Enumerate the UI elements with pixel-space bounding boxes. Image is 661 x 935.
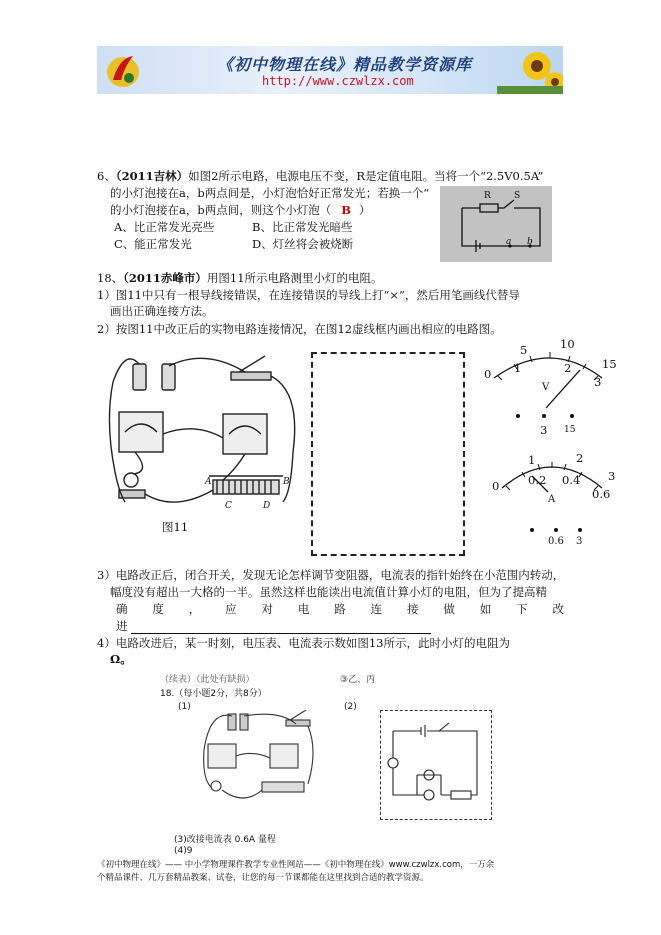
banner-title: 《初中物理在线》精品教学资源库	[217, 55, 473, 74]
voltmeter-tick-1: 1	[514, 361, 522, 375]
voltmeter-tick-0: 0	[484, 367, 492, 381]
answer-key-circuit-diagram	[380, 710, 492, 820]
ammeter-terminal-3: 3	[576, 536, 583, 547]
q18-part4-a: 4）电路改进后，某一时刻，电压表、电流表示数如图13所示，此时小灯的电阻为	[97, 636, 510, 650]
q6-option-c: C、能正常发光	[114, 237, 192, 251]
fig2-label-b: b	[527, 237, 533, 247]
q18-part1-b: 画出正确连接方法。	[110, 304, 214, 318]
q6-answer: B	[341, 203, 351, 217]
ammeter-unit: A	[548, 494, 556, 505]
figure-12-dashed-box	[311, 352, 465, 556]
q18-part3-a: 3）电路改正后，闭合开关，发现无论怎样调节变阻器，电流表的指针始终在小范围内转动，	[97, 568, 565, 582]
voltmeter-tick-10: 10	[560, 337, 575, 351]
q18-part3-d: 进	[116, 618, 431, 634]
voltmeter-dial	[484, 337, 617, 445]
header-banner	[97, 46, 563, 94]
q18-part2: 2）按图11中改正后的实物电路连接情况，在图12虚线框内画出相应的电路图。	[97, 322, 502, 336]
ammeter-tick-0-6: 0.6	[592, 487, 611, 501]
footer-line-2: 个精品课件、几万套精品教案、试卷，让您的每一节课都能在这里找到合适的教学资源。	[97, 873, 429, 883]
ammeter-tick-1: 1	[528, 453, 536, 467]
fig2-label-r: R	[484, 191, 491, 201]
voltmeter-terminal-15: 15	[564, 425, 576, 435]
q18-part1-a: 1）图11中只有一根导线接错误，在连接错误的导线上打“×”，然后用笔画线代替导	[97, 288, 520, 302]
ammeter-tick-0-2: 0.2	[528, 473, 547, 487]
ammeter-tick-0: 0	[492, 479, 500, 493]
q6-source: （2011吉林）	[115, 169, 189, 183]
voltmeter-tick-2: 2	[564, 361, 572, 375]
q6-stem: 如图2所示电路，电源电压不变，R是定值电阻。当将一个“2.5V0.5A”	[188, 169, 544, 183]
q6-option-a: A、比正常发光亮些	[114, 220, 215, 234]
ammeter-dial	[488, 448, 618, 548]
figure-2-circuit	[440, 186, 552, 262]
ammeter-terminal-0-6: 0.6	[548, 536, 564, 547]
answer-key-title: 18.（每小题2分，共8分）	[160, 689, 267, 699]
voltmeter-terminal-3: 3	[540, 423, 548, 437]
answer-key-header-cut: （续表）（此处有缺损）	[160, 675, 255, 685]
answer-key-p3: (3)改接电流表 0.6A 量程	[174, 835, 276, 845]
voltmeter-tick-3: 3	[594, 375, 602, 389]
banner-sunflower-decor	[497, 46, 563, 94]
q6-number: 6、	[97, 169, 116, 183]
svg-text:B: B	[283, 477, 290, 487]
q18-source: （2011赤峰市）	[123, 271, 207, 285]
q6-line2: 的小灯泡接在a，b两点间是，小灯泡恰好正常发光；若换一个“	[110, 186, 430, 200]
ammeter-tick-2: 2	[576, 451, 584, 465]
q6-option-b: B、比正常发光暗些	[252, 220, 353, 234]
svg-text:C: C	[225, 501, 232, 511]
ammeter-tick-0-4: 0.4	[562, 473, 581, 487]
svg-text:D: D	[263, 501, 271, 511]
fig2-label-s: S	[514, 191, 521, 201]
banner-url[interactable]: http://www.czwlzx.com	[262, 74, 414, 88]
answer-key-circuit-photo	[200, 710, 320, 820]
q6-option-d: D、灯丝将会被烧断	[252, 237, 354, 251]
fig2-label-a: a	[506, 237, 512, 247]
q18-part4-b: Ω。	[110, 652, 132, 666]
voltmeter-tick-15: 15	[602, 357, 617, 371]
answer-key-p4: (4)9	[174, 846, 193, 856]
q6-line1	[97, 168, 543, 184]
logo-icon	[103, 50, 143, 90]
q6-line3: 的小灯泡接在a，b两点间，则这个小灯泡（ B ）	[110, 203, 371, 217]
ammeter-tick-3: 3	[608, 469, 616, 483]
answer-key-p2: (2)	[344, 702, 357, 712]
voltmeter-unit: V	[542, 382, 550, 393]
answer-key-image	[160, 672, 500, 862]
svg-text:A: A	[205, 477, 212, 487]
fig11-caption: 图11	[162, 520, 189, 534]
figure-11-circuit	[105, 352, 305, 537]
q18-part3-b: 幅度没有超出一大格的一半。虽然这样也能读出电流值计算小灯的电阻，但为了提高精	[110, 585, 547, 599]
footer-line-1: 《初中物理在线》—— 中小学物理课件教学专业性网站——《初中物理在线》www.czwlzx.com，一万余	[97, 860, 495, 870]
answer-key-header-right: ③乙、丙	[340, 675, 376, 685]
q18-part3-blank	[131, 621, 431, 634]
q18-line1: 18、（2011赤峰市）用图11所示电路测里小灯的电阻。	[97, 271, 383, 285]
answer-key-p1: (1)	[178, 702, 191, 712]
q18-part3-c: 确 度 ， 应 对 电 路 连 接 做 如 下 改	[116, 602, 564, 616]
voltmeter-tick-5: 5	[520, 343, 528, 357]
